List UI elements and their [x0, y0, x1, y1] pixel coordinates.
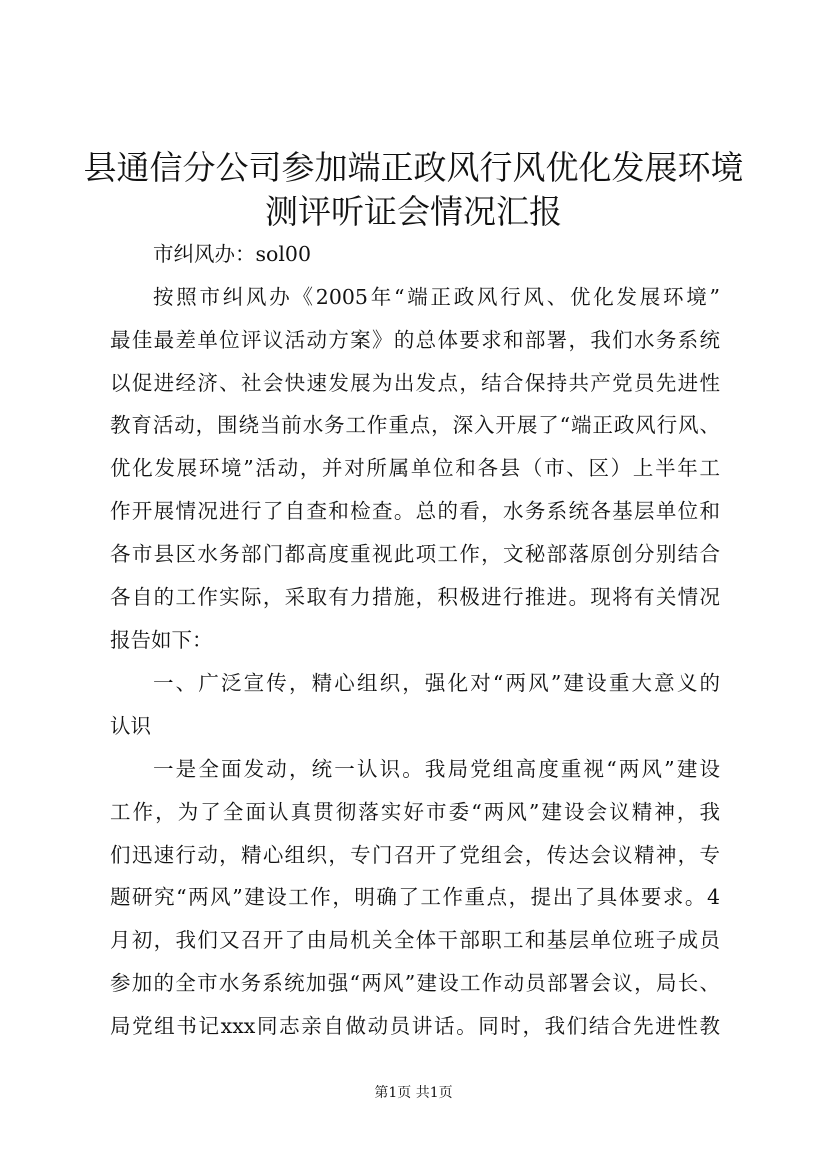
paragraph-line: 作开展情况进行了自查和检查。总的看，水务系统各基层单位和	[110, 499, 720, 523]
paragraph-line: 题研究“两风”建设工作，明确了工作重点，提出了具体要求。4	[110, 885, 720, 909]
paragraph-line: 工作，为了全面认真贯彻落实好市委“两风”建设会议精神，我	[110, 800, 720, 824]
section-heading-line: 认识	[110, 714, 151, 738]
paragraph-line: 优化发展环境”活动，并对所属单位和各县（市、区）上半年工	[110, 456, 720, 480]
paragraph-line: 们迅速行动，精心组织，专门召开了党组会，传达会议精神，专	[110, 843, 720, 867]
paragraph-line: 按照市纠风办《2005年“端正政风行风、优化发展环境”	[153, 285, 720, 309]
paragraph-line: 参加的全市水务系统加强“两风”建设工作动员部署会议，局长、	[110, 971, 720, 995]
paragraph-line: 教育活动，围绕当前水务工作重点，深入开展了“端正政风行风、	[110, 413, 720, 437]
page-number-footer: 第1页 共1页	[374, 1085, 453, 1101]
paragraph-line: 月初，我们又召开了由局机关全体干部职工和基层单位班子成员	[110, 928, 720, 952]
document-title-line-1: 县通信分公司参加端正政风行风优化发展环境	[83, 148, 744, 187]
paragraph-line: 各自的工作实际，采取有力措施，积极进行推进。现将有关情况	[110, 585, 720, 609]
paragraph-line: 报告如下：	[110, 628, 213, 652]
section-heading-line: 一、广泛宣传，精心组织，强化对“两风”建设重大意义的	[153, 671, 720, 695]
paragraph-line: 以促进经济、社会快速发展为出发点，结合保持共产党员先进性	[110, 371, 720, 395]
addressee-line: 市纠风办：sol00	[153, 242, 312, 266]
paragraph-line: 一是全面发动，统一认识。我局党组高度重视“两风”建设	[153, 757, 720, 781]
paragraph-line: 最佳最差单位评议活动方案》的总体要求和部署，我们水务系统	[110, 328, 720, 352]
paragraph-line: 局党组书记xxx同志亲自做动员讲话。同时，我们结合先进性教	[110, 1014, 720, 1038]
document-title-line-2: 测评听证会情况汇报	[265, 192, 562, 231]
paragraph-line: 各市县区水务部门都高度重视此项工作，文秘部落原创分别结合	[110, 542, 720, 566]
